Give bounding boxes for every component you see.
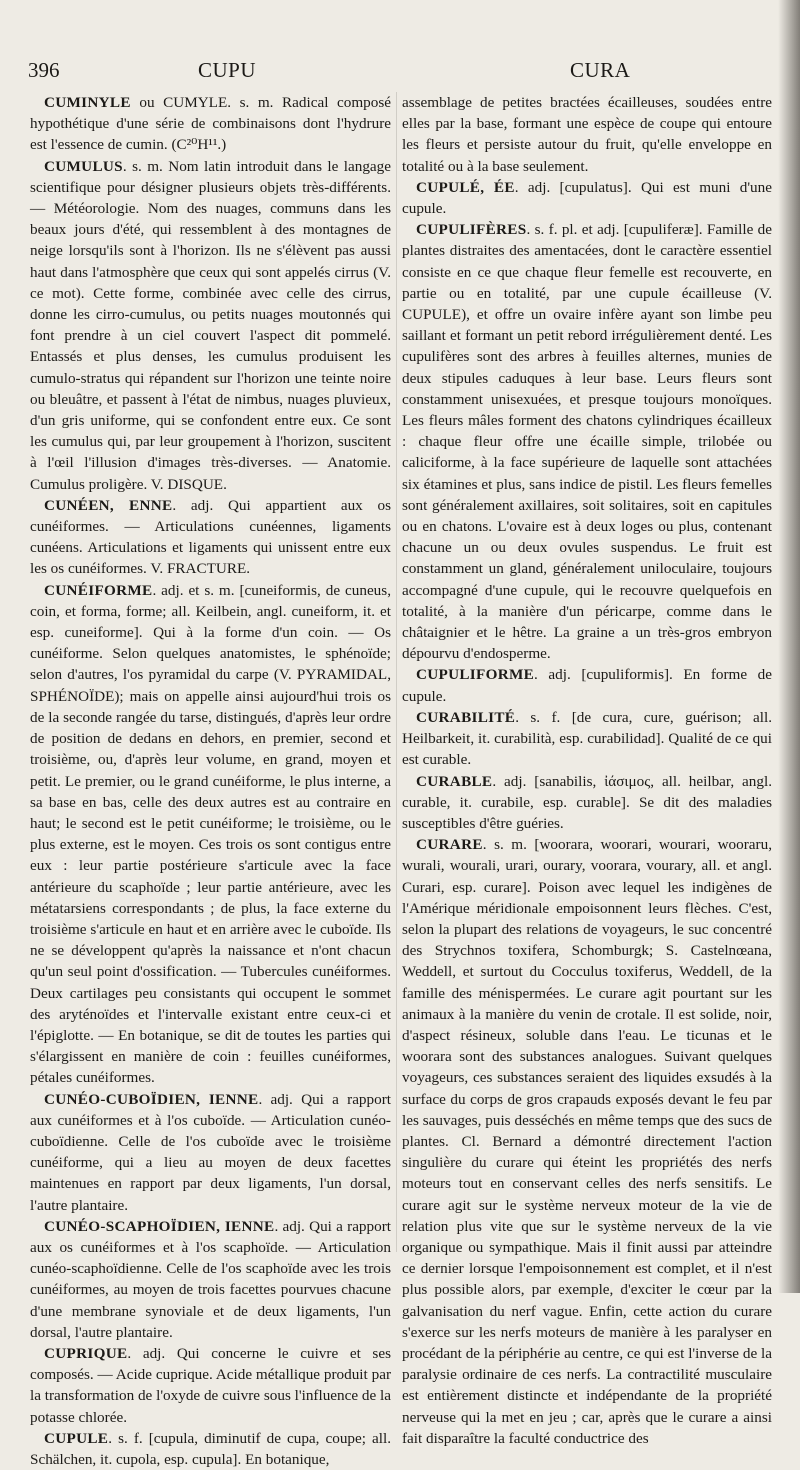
entry-text: . adj. Qui appartient aux os cunéiformes. — Articulations cunéennes, ligaments cunéens. Articulations et ligaments qui unissent entre eux les os cunéiformes. V. FRACTURE.	[30, 496, 391, 578]
entry-text: . adj. [sanabilis, ἰάσιμος, all. heilbar, angl. curable, it. curabile, esp. curable]. Se dit des maladies susceptibles d'être guéries.	[402, 772, 772, 832]
headword: CUPULIFORME	[416, 666, 535, 684]
column-divider	[396, 92, 397, 1252]
entry-text: . s. f. [de cura, cure, guérison; all. Heilbarkeit, it. curabilità, esp. curabilidad]. Qualité de ce qui est curable.	[402, 708, 772, 769]
headword: CUPULE	[44, 1429, 109, 1447]
entry	[402, 707, 772, 771]
entry	[30, 156, 391, 495]
entry-text: . s. m. [woorara, woorari, wourari, wooraru, wurali, wourali, urari, ourary, voorara, vourary, all. et angl. Curari, esp. curare]. Poison avec lequel les indigènes de l'Amérique méridionale empoisonnent leurs flèches. C'est, selon la plupart des relations de voyageurs, le suc concentré des Strychnos toxifera, Schomburgk; S. Castelnœana, Weddell, et surtout du Cocculus toxiferus, Weddell, de la famille des ménispermées. Le curare agit pourtant sur les animaux à la manière du venin de crotale. Il est solide, noir, d'aspect résineux, soluble dans l'eau. Le ticunas et le woorara sont des substances analogues. Suivant quelques voyageurs, ces substances seraient des liquides exsudés à la surface du corps de gros crapauds exposés devant le feu par les sauvages, puis desséchés en même temps que des sucs de plantes. Cl. Bernard a démontré directement l'action singulière du curare qui éteint les propriétés des nerfs moteurs tout en conservant celles des nerfs sensitifs. Le curare agit sur le système nerveux moteur de la vie de relation plus vite que sur le système nerveux de la vie organique ou sympathique. Mais il finit aussi par atteindre ce dernier lorsque l'empoisonnement est complet, et il n'est plus possible alors, par exemple, d'exciter le cœur par la galvanisation du nerf vague. Enfin, cette action du curare s'exerce sur les nerfs moteurs de manière à les paralyser en procédant de la périphérie au centre, ce qui est l'inverse de la paralysie ordinaire de ces nerfs. La contractilité musculaire est entièrement distincte et indépendante de la propriété nerveuse qui la met en jeu ; car, après que le curare a ainsi fait disparaître la faculté conductrice des	[402, 836, 772, 1447]
entry	[402, 219, 772, 664]
headword: CUPRIQUE	[44, 1344, 128, 1362]
entry-text: . adj. [cupuliformis]. En forme de cupule.	[402, 666, 772, 705]
entry-text: . adj. Qui concerne le cuivre et ses composés. — Acide cuprique. Acide métallique produit par la transformation de l'oxyde de cuivre sous l'influence de la potasse chlorée.	[30, 1344, 391, 1426]
entry-text: ou CUMYLE. s. m. Radical composé hypothétique d'une série de combinaisons dont l'hydrure est l'essence de cumin. (C²⁰H¹¹.)	[30, 94, 391, 154]
headword: CURABILITÉ	[416, 708, 516, 726]
entry-text: . s. f. pl. et adj. [cupuliferæ]. Famille de plantes distraites des amentacées, dont le caractère essentiel consiste en ce que chaque fleur femelle est recouverte, en partie ou en totalité, par une cupule écailleuse (V. CUPULE), et offre un ovaire infère ayant son limbe peu saillant et formant un petit rebord irrégulièrement denté. Les cupulifères sont des arbres à feuilles alternes, munies de deux stipules caduques à leur base. Leurs fleurs sont constamment unisexuées, et presque toujours monoïques. Les fleurs mâles forment des chatons cylindriques écailleux : chaque fleur offre une écaille simple, trilobée ou caliciforme, à la face supérieure de laquelle sont attachées six étamines et plus, sans indice de pistil. Les fleurs femelles sont généralement axillaires, soit solitaires, soit en capitules ou en chatons. L'ovaire est à deux loges ou plus, contenant chacune un ou deux ovules suspendus. Le fruit est constamment un gland, généralement uniloculaire, toujours accompagné d'une cupule, qui le recouvre quelquefois en totalité, à la manière d'un péricarpe, comme dans le châtaignier et le hêtre. La graine a un très-gros embryon dépourvu d'endosperme.	[402, 221, 772, 663]
headword: CUNÉIFORME	[44, 581, 153, 599]
headword: CUPULIFÈRES	[416, 221, 527, 239]
entry-text: . adj. [cupulatus]. Qui est muni d'une cupule.	[402, 178, 772, 218]
headword: CUMINYLE	[44, 94, 131, 111]
entry-text: . adj. et s. m. [cuneiformis, de cuneus, coin, et forma, forme; all. Keilbein, angl. cuneiform, it. et esp. cuneiforme]. Qui à la forme d'un coin. — Os cunéiforme. Selon quelques anatomistes, le sphénoïde; selon d'autres, l'os pyramidal du carpe (V. PYRAMIDAL, SPHÉNOÏDE); mais on appelle ainsi aujourd'hui trois os de la seconde rangée du tarse, distingués, d'après leur ordre de position de dedans en dehors, en premier, second et troisième, ou, d'après leur volume, en grand, moyen et petit. Le premier, ou le grand cunéiforme, le plus interne, a sa base en bas, celle des deux autres est au contraire en haut; le second est le petit cunéiforme; le troisième, ou le plus externe, est le moyen. Ces trois os sont contigus entre eux : leur partie postérieure s'articule avec la face antérieure du scaphoïde ; leur partie antérieure, avec les métatarsiens correspondants ; de plus, la face externe du troisième s'articule en haut et en arrière avec le cuboïde. Ils ne se développent qu'après la naissance et n'ont chacun qu'un seul point d'ossification. — Tubercules cunéiformes. Deux cartilages peu consistants qui occupent le sommet des aryténoïdes et l'intervalle existant entre ceux-ci et l'épiglotte. — En botanique, se dit de toutes les parties qui s'élargissent en manière de coin : feuilles cunéiformes, pétales cunéiformes.	[30, 581, 391, 1087]
page-edge-shadow	[778, 0, 800, 1293]
entry	[402, 834, 772, 1449]
left-column	[30, 92, 391, 1468]
entry	[402, 177, 772, 219]
entry	[30, 580, 391, 1089]
entry	[30, 1428, 391, 1470]
entry-text: assemblage de petites bractées écailleuses, soudées entre elles par la base, formant une espèce de coupe qui entoure les fleurs et persiste autour du fruit, qu'elle enveloppe en totalité ou à la base seulement.	[402, 94, 772, 175]
left-running-head: CUPU	[198, 58, 257, 82]
entry	[30, 1343, 391, 1428]
entry	[30, 92, 391, 156]
headword: CUNÉO-SCAPHOÏDIEN, IENNE	[44, 1217, 275, 1235]
entry-continuation	[402, 92, 772, 177]
entry-text: . s. f. [cupula, diminutif de cupa, coupe; all. Schälchen, it. cupola, esp. cupula]. En botanique,	[30, 1429, 391, 1468]
entry	[30, 495, 391, 580]
right-running-head: CURA	[570, 58, 631, 82]
entry	[30, 1216, 391, 1343]
headword: CURARE	[416, 836, 483, 854]
headword: CUMULUS	[44, 157, 123, 175]
entry	[30, 1089, 391, 1216]
entry-text: . s. m. Nom latin introduit dans le langage scientifique pour désigner plusieurs objets très-différents.— Météorologie. Nom des nuages, communs dans les beaux jours d'été, qui ressemblent à des montagnes de neige lorsqu'ils sont à l'horizon. Ils ne s'élèvent pas aussi haut dans l'atmosphère que ceux qui sont appelés cirrus (V. ce mot). Cette forme, combinée avec celle des cirrus, donne les cirro-cumulus, ou petits nuages moutonnés qui font prendre à un ciel couvert l'aspect dit pommelé. Entassés et plus denses, les cumulus produisent les cumulo-stratus qui répandent sur l'horizon une teinte noire ou bleuâtre, et passent à l'état de nimbus, nuages pluvieux, d'un gris uniforme, qui se confondent entre eux. Ce sont les cumulus qui, par leur groupement à l'horizon, suscitent à l'œil l'illusion d'images très-diverses. — Anatomie. Cumulus proligère. V. DISQUE.	[30, 157, 391, 493]
headword: CUPULÉ, ÉE	[416, 178, 515, 196]
headword: CUNÉO-CUBOÏDIEN, IENNE	[44, 1090, 259, 1108]
headword: CUNÉEN, ENNE	[44, 496, 173, 514]
running-header	[28, 58, 778, 82]
entry	[402, 664, 772, 706]
entry-text: . adj. Qui a rapport aux os cunéiformes et à l'os scaphoïde. — Articulation cunéo-scaphoïdienne. Celle de l'os scaphoïde avec les trois cunéiformes, au moyen de trois facettes pourvues chacune d'une membrane synoviale et de deux ligaments, l'un dorsal, l'autre plantaire.	[30, 1217, 391, 1341]
page-number: 396	[28, 58, 60, 82]
entry-text: . adj. Qui a rapport aux cunéiformes et à l'os cuboïde. — Articulation cunéo-cuboïdienne. Celle de l'os cuboïde avec le troisième cunéiforme, qui a lieu au moyen de deux facettes maintenues en rapport par deux ligaments, l'un dorsal, l'autre plantaire.	[30, 1090, 391, 1214]
right-column	[402, 92, 772, 1447]
headword: CURABLE	[416, 772, 493, 790]
entry	[402, 771, 772, 835]
